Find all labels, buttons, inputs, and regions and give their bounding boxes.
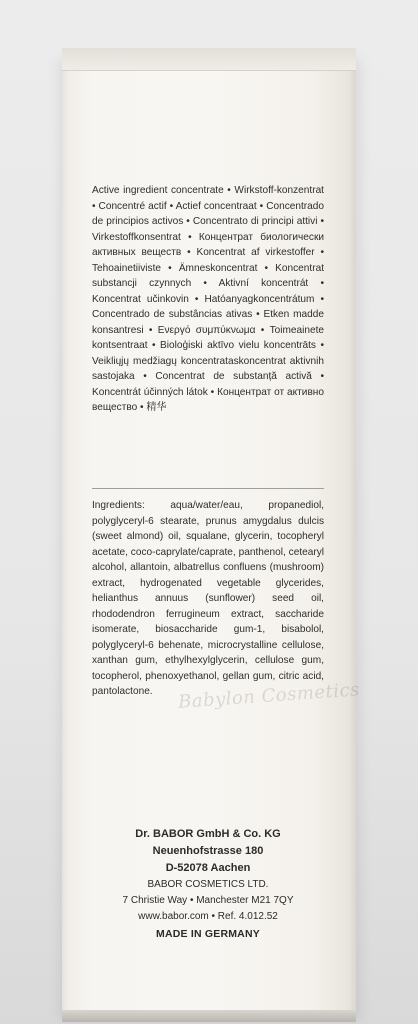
box-bottom-edge <box>62 1010 356 1022</box>
website-reference: www.babor.com • Ref. 4.012.52 <box>138 911 278 922</box>
made-in-label: MADE IN GERMANY <box>156 928 260 940</box>
box-top-flap <box>62 48 356 71</box>
concentrate-multilingual-text: Active ingredient concentrate • Wirkstoff-konzentrat • Concentré actif • Actief concentraat • Concentrado de principios activos • Concentrato di principi attivi • Virkestoffkonsentrat • Концентрат биологически активных веществ • Koncentrat af virkestoffer • Tehoainetiiviste • Ämneskoncentrat • Koncentrat substancji czynnych • Aktivní koncentrát • Koncentrat učinkovin • Hatóanyagkoncentrátum • Concentrado de substâncias ativas • Etken madde konsantresi • Ενεργό συμπύκνωμα • Toimeainete kontsentraat • Bioloģiski aktīvo vielu koncentrāts • Veikliųjų medžiagų koncentrataskoncentrat aktivnih sastojaka • Concentrat de substanță activă • Koncentrát účinných látok • Концентрат от активно вещество • 精华 <box>92 185 324 413</box>
ingredients-list: Ingredients: aqua/water/eau, propanediol, polyglyceryl-6 stearate, prunus amygdalus dulcis (sweet almond) oil, squalane, glycerin, tocopheryl acetate, coco-caprylate/caprate, panthenol, cetearyl alcohol, allantoin, albatrellus confluens (mushroom) extract, hydrogenated vegetable glycerides, helianthus annuus (sunflower) seed oil, rhododendron ferrugineum extract, saccharide isomerate, biosaccharide gum-1, bisabolol, polyglyceryl-6 behenate, microcrystalline cellulose, xanthan gum, ethylhexylglycerin, cellulose gum, tocopherol, phenoxyethanol, gellan gum, citric acid, pantolactone. <box>92 500 324 697</box>
street-address: Neuenhofstrasse 180 <box>152 845 264 857</box>
manufacturer-address <box>92 826 324 943</box>
section-divider <box>92 488 324 489</box>
uk-company-name: BABOR COSMETICS LTD. <box>147 879 269 890</box>
watermark-text: Babylon Cosmetics <box>177 679 361 713</box>
city-postcode: D-52078 Aachen <box>165 862 251 874</box>
company-name: Dr. BABOR GmbH & Co. KG <box>135 828 281 840</box>
uk-address: 7 Christie Way • Manchester M21 7QY <box>122 895 294 906</box>
